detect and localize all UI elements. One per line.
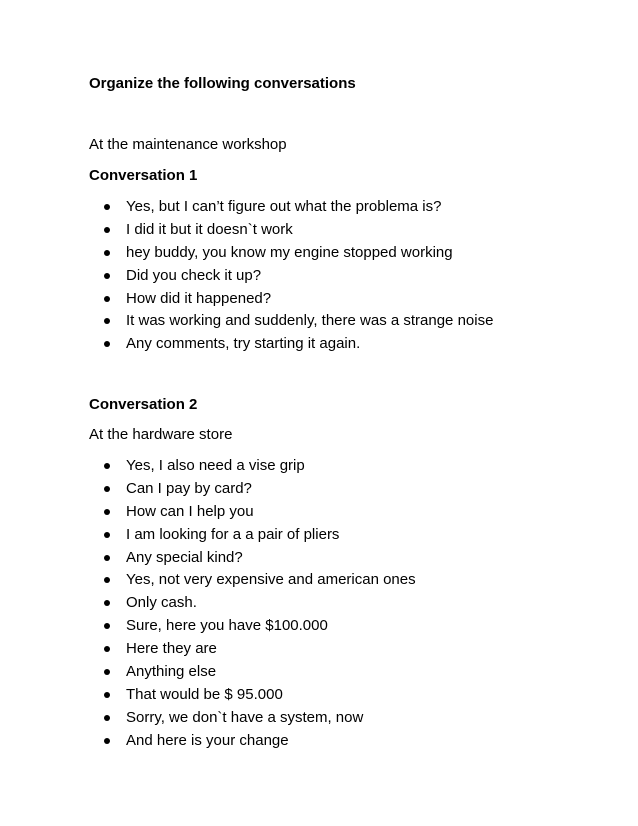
bullet-icon xyxy=(104,532,110,538)
bullet-icon xyxy=(104,341,110,347)
bullet-icon xyxy=(104,204,110,210)
conversation-2-heading: Conversation 2 xyxy=(89,396,198,413)
conversation-2-list xyxy=(0,457,416,755)
list-item: That would be $ 95.000 xyxy=(0,686,416,709)
bullet-icon xyxy=(104,318,110,324)
bullet-icon xyxy=(104,273,110,279)
bullet-icon xyxy=(104,463,110,469)
list-item: How can I help you xyxy=(0,503,416,526)
list-item: I am looking for a a pair of pliers xyxy=(0,526,416,549)
bullet-icon xyxy=(104,692,110,698)
bullet-icon xyxy=(104,555,110,561)
list-item: I did it but it doesn`t work xyxy=(0,221,493,244)
document-title: Organize the following conversations xyxy=(89,75,356,92)
bullet-icon xyxy=(104,486,110,492)
conversation-1-list xyxy=(0,198,493,358)
list-item: Sorry, we don`t have a system, now xyxy=(0,709,416,732)
list-item: Yes, not very expensive and american ones xyxy=(0,571,416,594)
bullet-icon xyxy=(104,669,110,675)
list-item: Sure, here you have $100.000 xyxy=(0,617,416,640)
list-item: Here they are xyxy=(0,640,416,663)
bullet-icon xyxy=(104,646,110,652)
list-item: Anything else xyxy=(0,663,416,686)
conversation-1-heading: Conversation 1 xyxy=(89,167,198,184)
bullet-icon xyxy=(104,623,110,629)
list-item: How did it happened? xyxy=(0,290,493,313)
list-item: Any comments, try starting it again. xyxy=(0,335,493,358)
bullet-icon xyxy=(104,509,110,515)
list-item: hey buddy, you know my engine stopped working xyxy=(0,244,493,267)
list-item: Did you check it up? xyxy=(0,267,493,290)
bullet-icon xyxy=(104,738,110,744)
list-item: Yes, I also need a vise grip xyxy=(0,457,416,480)
list-item: Can I pay by card? xyxy=(0,480,416,503)
bullet-icon xyxy=(104,296,110,302)
list-item: Yes, but I can’t figure out what the problema is? xyxy=(0,198,493,221)
bullet-icon xyxy=(104,250,110,256)
bullet-icon xyxy=(104,715,110,721)
list-item: Only cash. xyxy=(0,594,416,617)
bullet-icon xyxy=(104,227,110,233)
bullet-icon xyxy=(104,600,110,606)
section-context-maintenance: At the maintenance workshop xyxy=(89,136,287,153)
section-context-hardware-store: At the hardware store xyxy=(89,426,233,443)
list-item: It was working and suddenly, there was a strange noise xyxy=(0,312,493,335)
list-item: And here is your change xyxy=(0,732,416,755)
bullet-icon xyxy=(104,577,110,583)
list-item: Any special kind? xyxy=(0,549,416,572)
